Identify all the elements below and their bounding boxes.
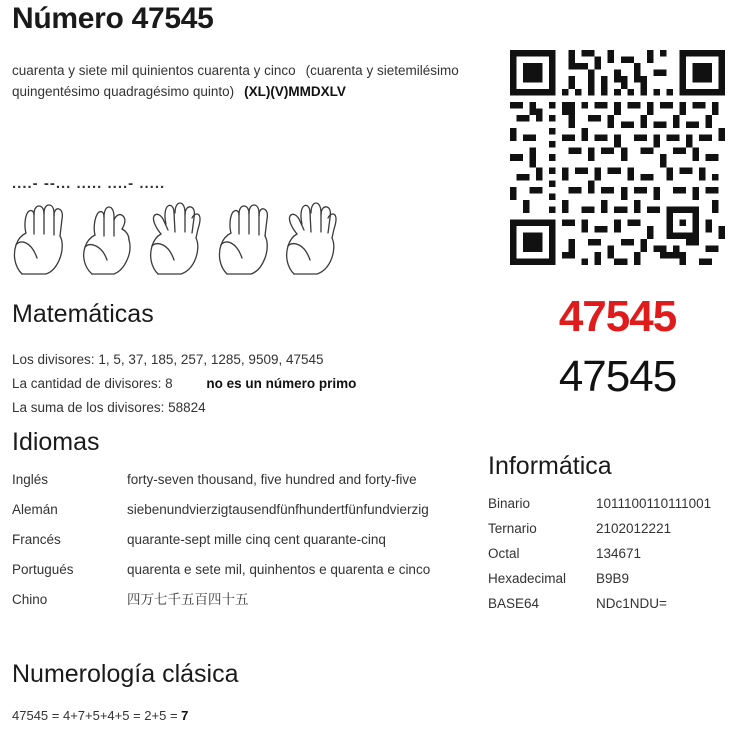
hand-five-icon xyxy=(280,200,344,276)
hand-five-icon xyxy=(144,200,208,276)
divisor-count-row xyxy=(12,372,482,396)
section-heading-mathematics: Matemáticas xyxy=(12,300,154,328)
divisor-count-label: La cantidad de divisores: xyxy=(12,376,162,391)
base-value: 134671 xyxy=(596,546,642,561)
hand-seven-icon xyxy=(76,200,140,276)
table-row xyxy=(12,590,482,609)
language-value: forty-seven thousand, five hundred and forty-five xyxy=(127,472,417,487)
base-value: B9B9 xyxy=(596,571,630,586)
hand-four-icon xyxy=(212,200,276,276)
qr-code xyxy=(510,50,725,265)
table-row xyxy=(12,530,482,549)
base-value: 1011100110111001 xyxy=(596,496,712,511)
number-in-words xyxy=(12,60,482,102)
base-value: 2102012221 xyxy=(596,521,672,536)
table-row xyxy=(488,546,738,561)
hand-four-icon xyxy=(8,200,72,276)
table-row xyxy=(488,496,738,511)
language-value: 四万七千五百四十五 xyxy=(127,592,249,607)
number-roman: (XL)(V)MMDXLV xyxy=(244,84,346,99)
divisor-sum-row xyxy=(12,396,482,420)
big-number-black: 47545 xyxy=(558,352,677,401)
divisors-value: 1, 5, 37, 185, 257, 1285, 9509, 47545 xyxy=(98,352,324,367)
language-name: Inglés xyxy=(12,472,49,487)
numerology-result: 7 xyxy=(181,708,189,723)
language-name: Portugués xyxy=(12,562,74,577)
table-row xyxy=(488,521,738,536)
language-value: quarenta e sete mil, quinhentos e quarenta e cinco xyxy=(127,562,431,577)
morse-code: ....- --... ..... ....- ..... xyxy=(12,175,166,192)
informatics-table xyxy=(488,496,738,621)
section-heading-informatics: Informática xyxy=(488,452,612,480)
number-words-spanish: cuarenta y siete mil quinientos cuarenta y cinco xyxy=(12,63,296,78)
page-title: Número 47545 xyxy=(12,2,214,35)
base-name: Hexadecimal xyxy=(488,571,567,586)
numerology-formula: 47545 = 4+7+5+4+5 = 2+5 = xyxy=(12,708,182,723)
base-name: BASE64 xyxy=(488,596,540,611)
section-heading-numerology: Numerología clásica xyxy=(12,660,239,688)
language-name: Francés xyxy=(12,532,61,547)
divisors-label: Los divisores: xyxy=(12,352,95,367)
number-words-ordinal: (cuarenta y sietemilésimo quingentésimo quadragésimo quinto) xyxy=(12,63,459,99)
language-name: Chino xyxy=(12,592,48,607)
base-name: Octal xyxy=(488,546,520,561)
language-name: Alemán xyxy=(12,502,58,517)
table-row xyxy=(12,470,482,489)
table-row xyxy=(488,596,738,611)
numerology-expression xyxy=(12,708,188,723)
table-row xyxy=(12,560,482,579)
base-value: NDc1NDU= xyxy=(596,596,667,611)
base-name: Ternario xyxy=(488,521,537,536)
mathematics-facts xyxy=(12,348,482,420)
divisor-count-value: 8 xyxy=(165,376,173,391)
table-row xyxy=(12,500,482,519)
big-number-red: 47545 xyxy=(558,292,677,341)
languages-table xyxy=(12,470,482,620)
language-value: quarante-sept mille cinq cent quarante-cinq xyxy=(127,532,386,547)
base-name: Binario xyxy=(488,496,531,511)
divisor-sum-value: 58824 xyxy=(168,400,206,415)
section-heading-languages: Idiomas xyxy=(12,428,100,456)
prime-status-badge: no es un número primo xyxy=(206,376,357,391)
divisors-row xyxy=(12,348,482,372)
divisor-sum-label: La suma de los divisores: xyxy=(12,400,165,415)
language-value: siebenundvierzigtausendfünfhundertfünfundvierzig xyxy=(127,502,429,517)
hand-sign-group xyxy=(8,200,348,278)
table-row xyxy=(488,571,738,586)
